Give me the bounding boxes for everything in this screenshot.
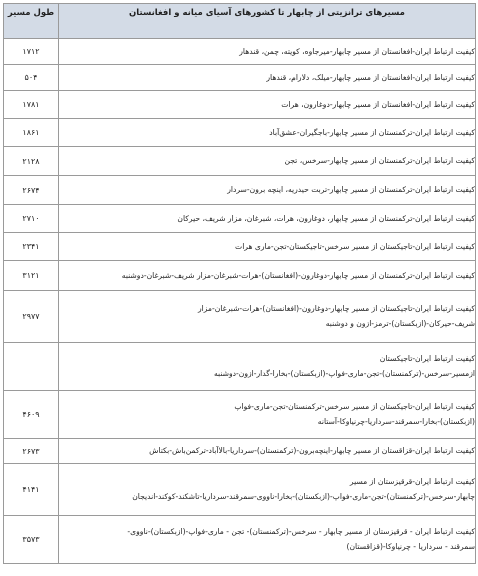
route-description: [59, 119, 476, 147]
route-text-line: کیفیت ارتباط ایران-قرقیزستان از مسیر: [349, 477, 475, 487]
route-text-line: سمرقند - سرداریا - چرنیاوکا-(قزاقستان): [346, 542, 475, 551]
table-body: [4, 39, 476, 564]
route-description: [59, 176, 476, 205]
route-length: ۳۵۷۳: [4, 516, 59, 564]
route-length: ۲۳۴۱: [4, 233, 59, 261]
table-row: [4, 91, 476, 119]
route-length: ۲۷۱۰: [4, 205, 59, 233]
route-text-line: (ازبکستان)-بخارا-سمرقند-سرداریا-چرنیاوکا-آستانه: [317, 417, 475, 426]
route-text-line: ازمسیر-سرخس-(ترکمنستان)-تجن-ماری-فواپ-(ازبکستان)-بخارا-گدار-ازون-دوشنبه: [213, 369, 475, 378]
route-description: [59, 464, 476, 516]
table-header-row: [4, 4, 476, 39]
table-row: [4, 439, 476, 464]
route-length: ۲۶۷۳: [4, 439, 59, 464]
table-row: [4, 176, 476, 205]
route-length: ۳۱۲۱: [4, 261, 59, 291]
route-description: [59, 39, 476, 65]
route-text-line: کیفیت ارتباط ایران-ترکمنستان از مسیر چابهار-دوغارون-(افغانستان)-هرات-شبرغان-مزار شریف-شبرغان-دوشنبه: [121, 270, 475, 280]
route-text-line: شریف-حیرکان-(ازبکستان)-ترمز-ازون و دوشنبه: [325, 319, 475, 328]
table-row: [4, 147, 476, 176]
transit-routes-table: [3, 3, 476, 564]
route-text-line: کیفیت ارتباط ایران-تاجیکستان از مسیر سرخس-ترکمنستان-تجن-ماری-فواپ: [234, 402, 475, 412]
route-length: ۴۶۰۹: [4, 391, 59, 439]
route-text-line: کیفیت ارتباط ایران-قزاقستان از مسیر چابهار-اینچه‌برون-(ترکمنستان)-سرداریا-بالا‌آباد-ترکمن‌باش-بکتاش: [149, 446, 475, 456]
route-description: [59, 439, 476, 464]
route-description: [59, 233, 476, 261]
route-description: [59, 147, 476, 176]
route-text-line: کیفیت ارتباط ایران-ترکمنستان از مسیر چابهار-سرخس، تجن: [284, 156, 475, 166]
route-length: ۲۹۷۷: [4, 291, 59, 343]
routes-column-header: مسیرهای ترانزیتی از چابهار تا کشورهای آسیای میانه و افغانستان: [59, 4, 476, 39]
route-description: [59, 391, 476, 439]
route-text-line: چابهار-سرخس-(ترکمنستان)-تجن-ماری-فواپ-(ازبکستان)-بخارا-ناووی-سمرقند-سرداریا-تاشکند-کوکند-اندیجان: [132, 492, 475, 501]
route-description: [59, 343, 476, 391]
route-description: [59, 65, 476, 91]
route-text-line: کیفیت ارتباط ایران-ترکمنستان از مسیر چابهار-تربت حیدریه، اینچه برون-سردار: [227, 185, 475, 195]
route-text-line: کیفیت ارتباط ایران-افغانستان از مسیر چابهار-میرجاوه، کویته، چمن، قندهار: [239, 46, 475, 56]
route-length: ۴۱۴۱: [4, 464, 59, 516]
route-length: [4, 343, 59, 391]
table-row: [4, 65, 476, 91]
route-text-line: کیفیت ارتباط ایران-ترکمنستان از مسیر چابهار، دوغارون، هرات، شبرغان، مزار شریف، حیرکان: [177, 213, 475, 223]
table-row: [4, 391, 476, 439]
route-description: [59, 91, 476, 119]
route-text-line: کیفیت ارتباط ایران - قرقیزستان از مسیر چابهار - سرخس-(ترکمنستان)- تجن - ماری-فواپ-(ازبکستان)-ناووی-: [127, 527, 475, 537]
route-description: [59, 261, 476, 291]
table-row: [4, 205, 476, 233]
route-description: [59, 516, 476, 564]
route-text-line: کیفیت ارتباط ایران-ترکمنستان از مسیر چابهار-باجگیران-عشق‌آباد: [269, 127, 475, 137]
route-text-line: کیفیت ارتباط ایران-تاجیکستان از مسیر سرخس-تاجیکستان-تجن-ماری هرات: [235, 241, 475, 251]
route-text-line: کیفیت ارتباط ایران-تاجیکستان: [379, 354, 475, 364]
table-row: [4, 464, 476, 516]
route-length: ۲۶۷۴: [4, 176, 59, 205]
route-text-line: کیفیت ارتباط ایران-افغانستان از مسیر چابهار-میلک، دلارام، قندهار: [266, 72, 475, 82]
route-length: ۱۷۸۱: [4, 91, 59, 119]
table-row: [4, 343, 476, 391]
table-row: [4, 516, 476, 564]
route-length: ۲۱۲۸: [4, 147, 59, 176]
route-text-line: کیفیت ارتباط ایران-افغانستان از مسیر چابهار-دوغارون، هرات: [281, 99, 475, 109]
table-row: [4, 119, 476, 147]
route-description: [59, 291, 476, 343]
route-length: ۱۷۱۲: [4, 39, 59, 65]
table-row: [4, 233, 476, 261]
table-row: [4, 39, 476, 65]
route-length: ۵۰۴: [4, 65, 59, 91]
table-row: [4, 291, 476, 343]
route-text-line: کیفیت ارتباط ایران-تاجیکستان از مسیر چابهار-دوغارون-(افغانستان)-هرات-شبرغان-مزار: [197, 304, 475, 314]
table-row: [4, 261, 476, 291]
route-length: ۱۸۶۱: [4, 119, 59, 147]
route-description: [59, 205, 476, 233]
length-column-header: طول مسیر: [4, 4, 59, 39]
